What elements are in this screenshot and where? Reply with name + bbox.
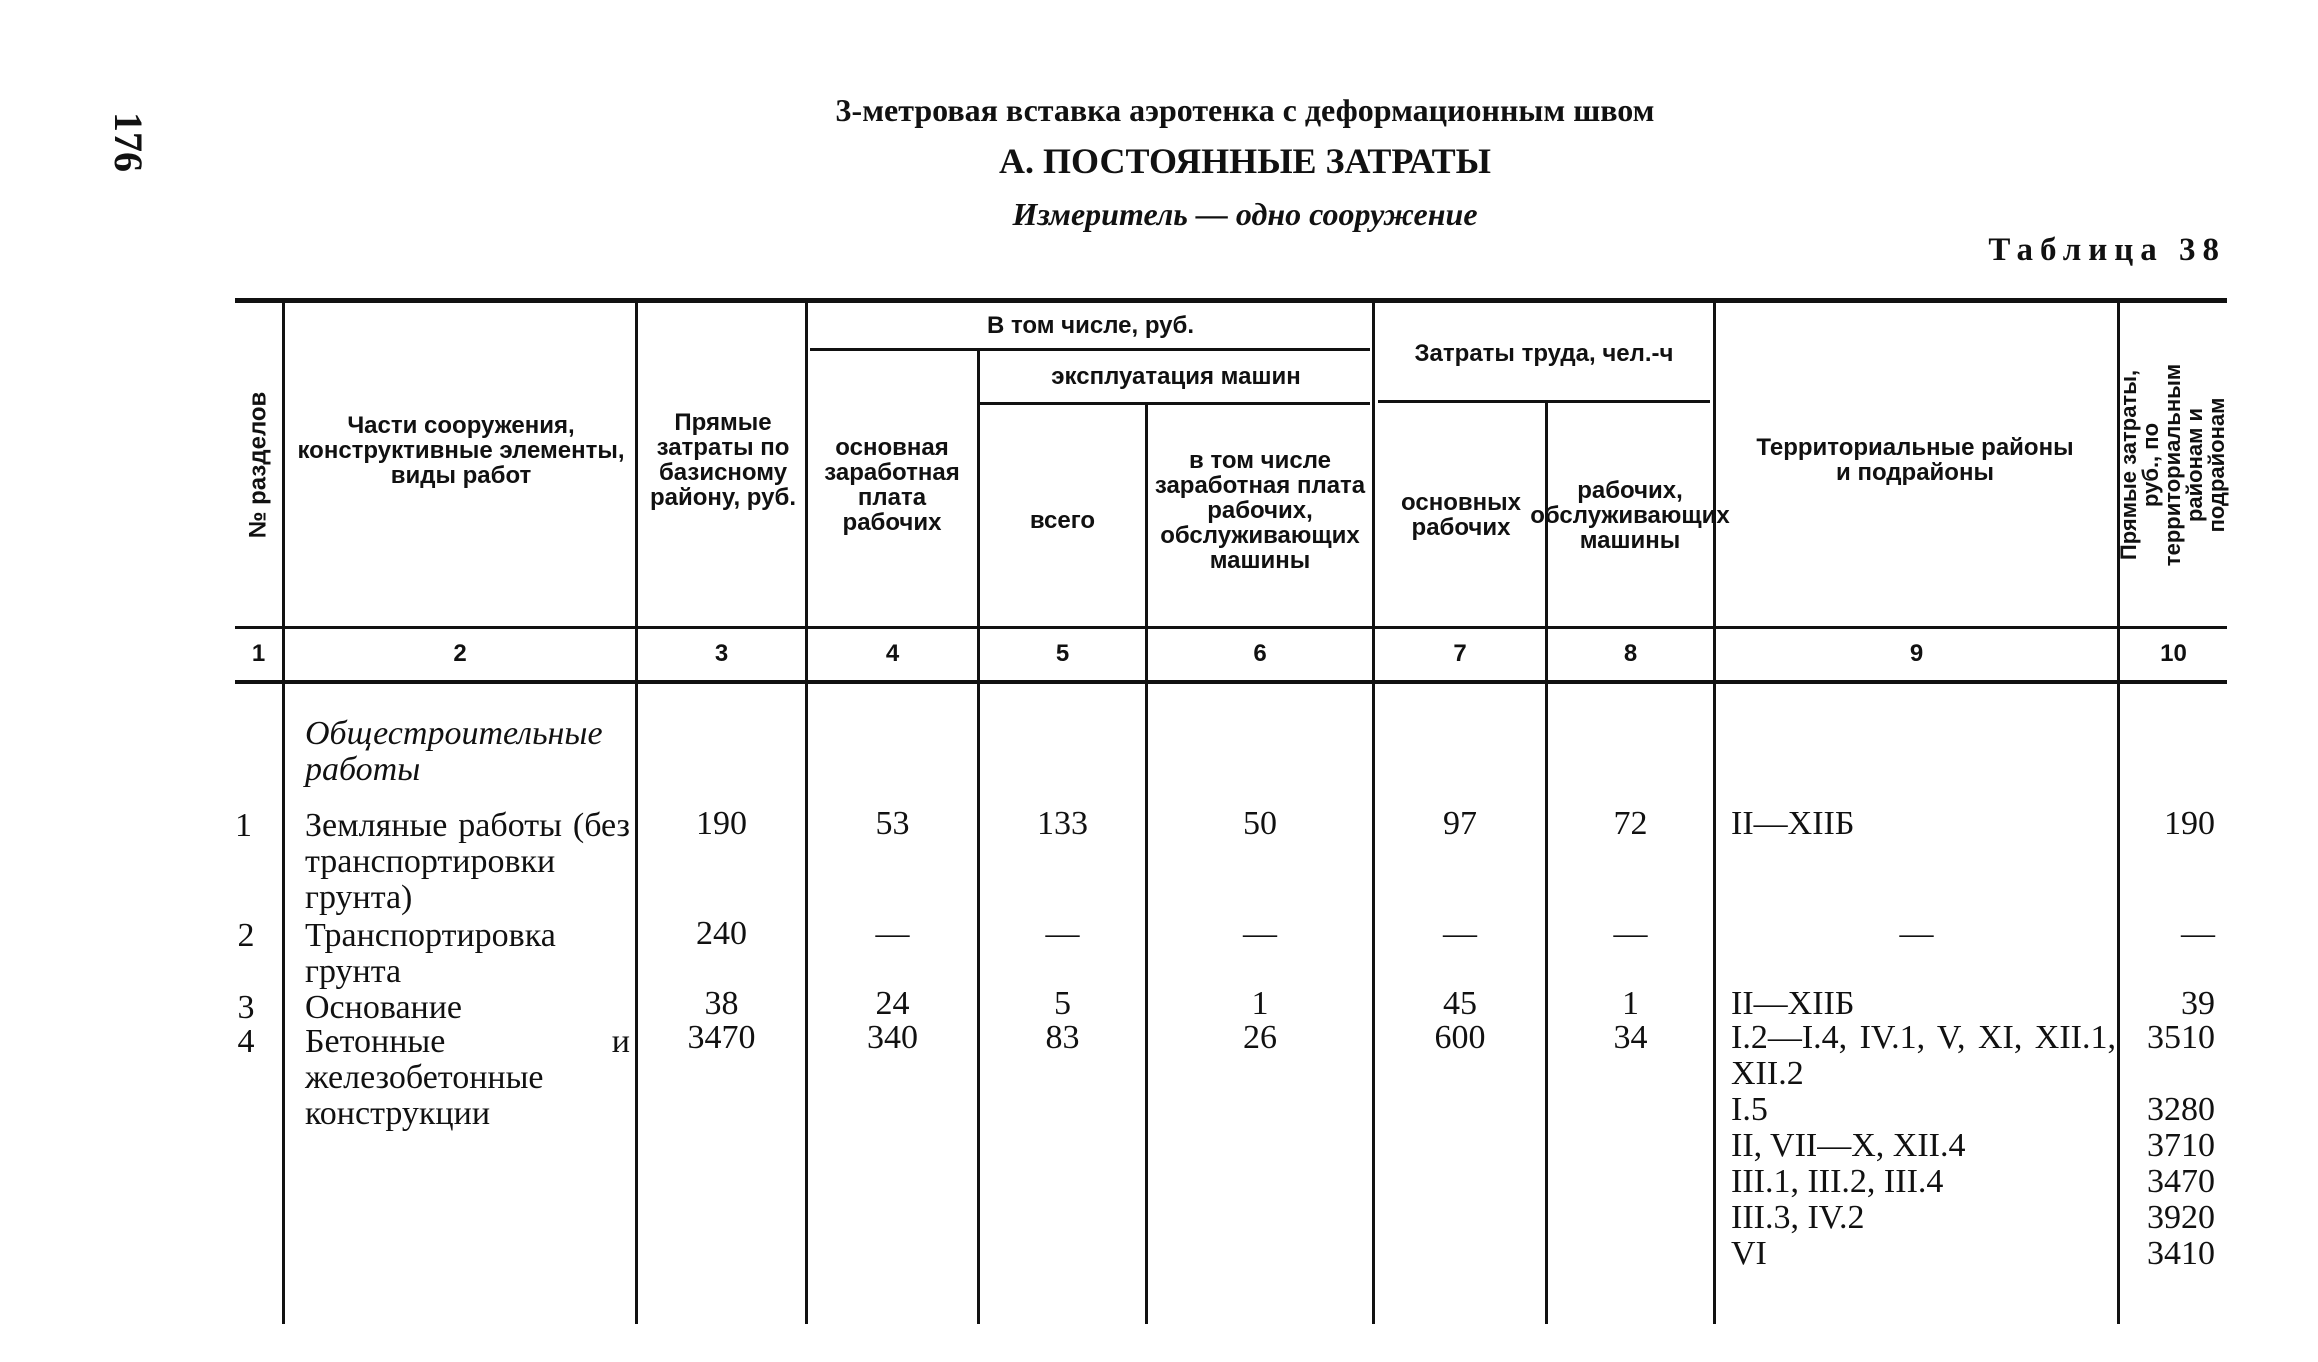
machines-total: 5 — [1054, 985, 1071, 1022]
regional-cost: 3280 — [2147, 1091, 2215, 1128]
labor-group-rule — [1378, 400, 1710, 403]
section-title: Общестроительные работы — [305, 715, 603, 788]
col-header-group-machines: эксплуатация машин — [1051, 363, 1301, 390]
machines-total: 133 — [1037, 805, 1088, 842]
row-number: 2 — [237, 917, 255, 954]
labor-main: — — [1443, 915, 1477, 952]
direct-cost: 190 — [696, 805, 747, 842]
region: VI — [1731, 1235, 1767, 1272]
col-header-labor-main: основных рабочих — [1401, 489, 1521, 541]
col-header-section-no: № разделов — [244, 391, 272, 538]
regional-cost: 3470 — [2147, 1163, 2215, 1200]
row-name: Транспортировка грунта — [305, 917, 556, 990]
machines-total: 83 — [1045, 1019, 1080, 1056]
region: I.2—I.4, IV.1, V, XI, XII.1, XII.2 — [1731, 1019, 2116, 1092]
body-divider — [282, 684, 285, 1324]
document-title: А. ПОСТОЯННЫЕ ЗАТРАТЫ — [999, 141, 1491, 181]
region: III.3, IV.2 — [1731, 1199, 1865, 1236]
labor-machines: — — [1613, 915, 1648, 952]
header-bottom-rule — [235, 626, 2227, 629]
region: III.1, III.2, III.4 — [1731, 1163, 1944, 1200]
col-header-parts: Части сооружения, конструктивные элементы, виды работ — [297, 411, 625, 489]
col-header-machines-wage: в том числе заработная плата рабочих, обслуживающих машины — [1154, 446, 1366, 574]
direct-cost: 3470 — [687, 1019, 756, 1056]
col-number: 5 — [1055, 640, 1070, 667]
header-divider — [805, 303, 808, 680]
table-label: Таблица 38 — [1988, 232, 2226, 268]
col-header-group-labor: Затраты труда, чел.-ч — [1414, 339, 1674, 367]
labor-machines: 1 — [1622, 985, 1639, 1022]
row-name: Основание — [305, 989, 463, 1026]
header-divider — [635, 303, 638, 680]
region: I.5 — [1731, 1091, 1768, 1128]
machines-total: — — [1045, 915, 1080, 952]
col-header-regional-costs: Прямые затраты, руб., по территориальным районам и подрайонам — [2116, 363, 2230, 566]
regional-cost: 3510 — [2147, 1019, 2215, 1056]
col-header-base-wage: основная заработная плата рабочих — [824, 434, 960, 536]
machines-wage: — — [1243, 915, 1277, 952]
col-header-group-including: В том числе, руб. — [986, 312, 1195, 339]
col-header-direct-costs: Прямые затраты по базисному району, руб. — [650, 409, 796, 511]
labor-main: 97 — [1443, 805, 1477, 842]
base-wage: — — [875, 915, 910, 952]
row-number: 1 — [235, 807, 252, 844]
page-number: 176 — [106, 112, 151, 172]
col-number: 4 — [885, 640, 900, 667]
col-header-regions: Территориальные районы и подрайоны — [1756, 434, 2074, 486]
col-number: 3 — [714, 640, 729, 667]
body-divider — [1713, 684, 1716, 1324]
labor-main: 600 — [1434, 1019, 1486, 1056]
labor-main: 45 — [1443, 985, 1477, 1022]
base-wage: 340 — [867, 1019, 918, 1056]
row-number: 3 — [237, 989, 255, 1026]
machines-wage: 50 — [1243, 805, 1277, 842]
labor-machines: 72 — [1613, 805, 1648, 842]
base-wage: 24 — [875, 985, 910, 1022]
col-number: 9 — [1909, 640, 1924, 667]
col-number: 2 — [453, 640, 467, 667]
region: II, VII—X, XII.4 — [1731, 1127, 1966, 1164]
regional-cost: 3710 — [2147, 1127, 2215, 1164]
col-header-labor-machines: рабочих, обслуживающих машины — [1530, 476, 1730, 554]
machines-wage: 1 — [1251, 985, 1269, 1022]
regional-cost: 190 — [2164, 805, 2215, 842]
col-number: 8 — [1623, 640, 1638, 667]
row-name: Бетонные и железобетонные конструкции — [305, 1023, 630, 1132]
row-number: 4 — [237, 1023, 255, 1060]
col-number: 10 — [2160, 640, 2187, 667]
regional-cost: 39 — [2181, 985, 2215, 1022]
row-name: Земляные работы (без транспортировки грунта) — [305, 807, 630, 916]
machines-wage: 26 — [1243, 1019, 1277, 1056]
col-number: 7 — [1453, 640, 1467, 667]
colnum-bottom-rule — [235, 680, 2227, 684]
region: II—XIIБ — [1731, 985, 1855, 1022]
region: — — [1899, 915, 1934, 952]
direct-cost: 38 — [704, 985, 739, 1022]
regional-cost: 3920 — [2147, 1199, 2215, 1236]
measure-unit: Измеритель — одно сооружение — [1012, 196, 1478, 232]
region: II—XIIБ — [1731, 805, 1855, 842]
regional-cost: — — [2181, 915, 2215, 952]
col-header-machines-total: всего — [1029, 506, 1096, 534]
document-subtitle: 3-метровая вставка аэротенка с деформационным швом — [835, 92, 1655, 128]
col-number: 6 — [1253, 640, 1267, 667]
header-divider — [282, 303, 285, 680]
regional-cost: 3410 — [2147, 1235, 2215, 1272]
col-number: 1 — [251, 640, 266, 667]
machines-group-rule — [980, 402, 1370, 405]
direct-cost: 240 — [696, 915, 747, 952]
labor-machines: 34 — [1613, 1019, 1648, 1056]
base-wage: 53 — [875, 805, 910, 842]
